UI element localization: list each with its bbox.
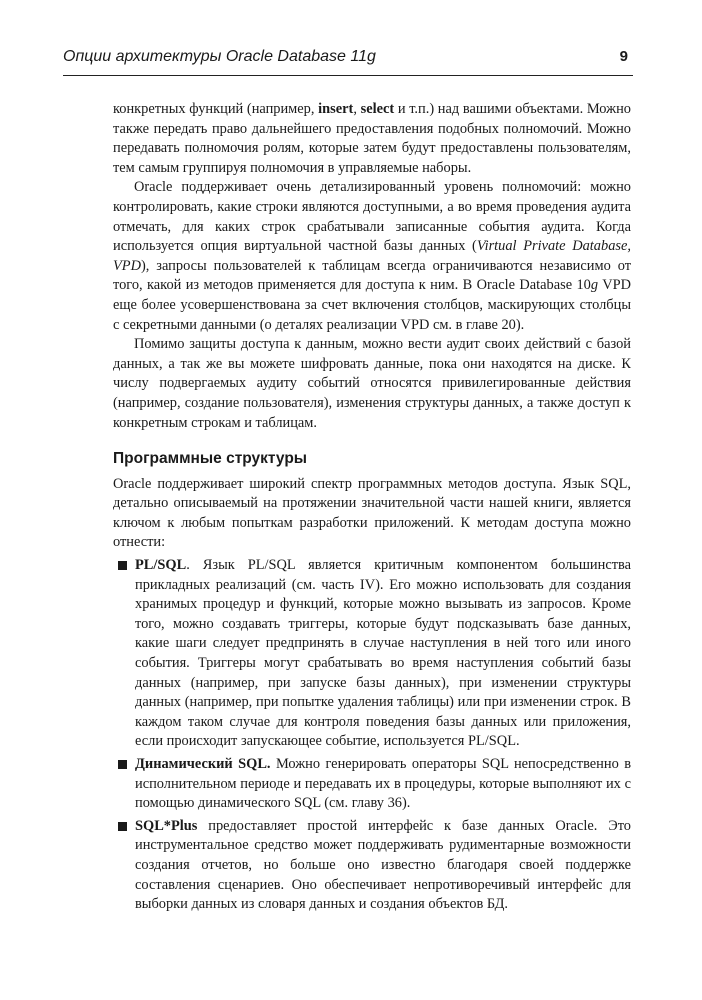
page-header [63,48,633,70]
header-rule [63,75,633,76]
running-title: Опции архитектуры Oracle Database 11g [63,48,376,65]
paragraph: конкретных функций (например, insert, select и т.п.) над вашими объектами. Можно также передать право дальнейшего предоставления подобных полномочий. Можно передавать полномочия ролям, которые затем будут предоставлены пользователям, тем самым группируя полномочия в управляемые наборы. [113,101,631,176]
paragraph: Oracle поддерживает широкий спектр программных методов доступа. Язык SQL, детально описываемый на протяжении значительной части нашей книги, является ключом к любым попыткам разработки приложений. К методам доступа можно отнести: [113,475,631,551]
paragraph: Помимо защиты доступа к данным, можно вести аудит своих действий с базой данных, а так же вы можете шифровать данные, пока они находятся на диске. К числу подвергаемых аудиту событий относятся привилегированные действия (например, создание пользователя), изменения структуры данных, а также доступ к конкретным строкам и таблицам. [113,336,631,431]
list-item: Динамический SQL. Можно генерировать операторы SQL непосредственно в исполнительном периоде и передавать их в процедуры, которые выполняют их с помощью динамического SQL (см. главу 36). [113,755,631,814]
bullet-square-icon [118,822,127,831]
page-number: 9 [619,48,628,65]
bullet-list [113,556,631,915]
page-body [113,100,631,918]
bullet-square-icon [118,561,127,570]
list-item: SQL*Plus предоставляет простой интерфейс к базе данных Oracle. Это инструментальное средство может поддерживать рудиментарные возможности создания отчетов, но больше оно известно благодаря своей поддержке составления сценариев. Оно обеспечивает непротиворечивый интерфейс для выборки данных из словаря данных и создания объектов БД. [113,817,631,915]
section-heading: Программные структуры [113,450,308,468]
list-item: PL/SQL. Язык PL/SQL является критичным компонентом большинства прикладных реализаций (см. часть IV). Его можно использовать для создания хранимых процедур и функций, которые можно вызывать из запросов. Кроме того, можно создавать триггеры, которые будут подсказывать базе данных, какие шаги следует предпринять в случае наступления в ней того или иного события. Триггеры могут срабатывать во время наступления событий базы данных (например, при запуске базы данных), при изменении структуры данных (например, при попытке удаления таблицы) или при изменении строк. В каждом таком случае для контроля поведения базы данных или приложения, если происходит запускающее событие, используется PL/SQL. [113,556,631,752]
paragraph: Oracle поддерживает очень детализированный уровень полномочий: можно контролировать, какие строки являются доступными, а во время проведения аудита отмечать, для каких строк срабатывали записанные события аудита. Когда используется опция виртуальной частной базы данных (Virtual Private Database, VPD), запросы пользователей к таблицам всегда ограничиваются независимо от того, какой из методов применяется для доступа к ним. В Oracle Database 10g VPD еще более усовершенствована за счет включения столбцов, маскирующих столбцы с секретными данными (о деталях реализации VPD см. в главе 20). [113,179,631,333]
bullet-square-icon [118,760,127,769]
